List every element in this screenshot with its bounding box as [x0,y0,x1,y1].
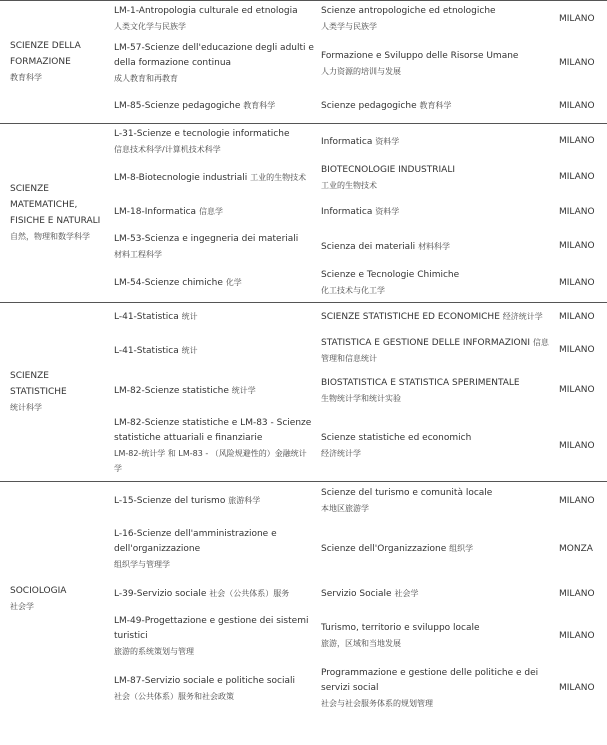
course-name-cell [317,611,558,662]
degree-class-cell [110,1,317,38]
city-cell-text: MILANO [559,588,595,599]
degree-class-cell [110,482,317,521]
city-cell-text: MILANO [559,172,595,182]
course-name-cell-text: Scienze pedagogiche [321,101,417,112]
degree-class-cell-chinese: 人类文化学与民族学 [114,22,186,31]
city-cell-text: MONZA [559,543,593,554]
course-name-cell-chinese: 组织学 [449,544,474,553]
degree-class-cell-text: LM-82-Scienze statistiche e LM-83 - Scienze statistiche attuariali e finanziarie [114,418,312,444]
course-name-cell [317,196,558,229]
faculty-cell [0,1,110,124]
degree-class-cell-chinese: 信息学 [198,207,223,216]
course-name-cell-chinese: 人类学与民族学 [321,22,377,31]
city-cell [558,332,607,370]
city-cell [558,412,607,482]
degree-class-cell-text: L-31-Scienze e tecnologie informatiche [114,128,290,139]
courses-table-body [0,1,607,716]
course-name-cell-text: Programmazione e gestione delle politiche e dei servizi social [321,668,539,693]
faculty-name-chinese: 自然，物理和数学科学 [10,231,90,241]
faculty-cell [0,303,110,482]
course-name-cell [317,1,558,38]
degree-class-cell [110,578,317,611]
city-cell [558,37,607,90]
course-name-cell-text: Informatica [321,136,373,147]
city-cell-text: MILANO [559,345,595,355]
city-cell-text: MILANO [559,440,595,451]
city-cell [558,229,607,265]
degree-class-cell-chinese: 统计 [181,345,198,355]
degree-class-cell-text: L-16-Scienze dell'amministrazione e dell'organizzazione [114,528,277,554]
table-row [0,303,607,332]
degree-class-cell-text: LM-53-Scienza e ingegneria dei materiali [114,233,299,244]
faculty-name: SOCIOLOGIA [10,585,67,596]
course-name-cell [317,370,558,412]
degree-class-cell-text: L-41-Statistica [114,312,179,323]
faculty-name-chinese: 社会学 [10,601,34,611]
course-name-cell-chinese: 资料学 [375,207,400,216]
degree-class-cell [110,611,317,662]
degree-class-cell-text: LM-87-Servizio sociale e politiche sociali [114,675,296,686]
degree-class-cell [110,229,317,265]
course-name-cell [317,662,558,716]
table-row [0,1,607,38]
course-name-cell-text: STATISTICA E GESTIONE DELLE INFORMAZIONI [321,337,531,348]
course-name-cell-chinese: 教育科学 [419,101,452,111]
degree-class-cell-chinese: 社会（公共体系）服务和社会政策 [114,691,234,701]
degree-class-cell-text: LM-18-Informatica [114,207,197,217]
city-cell [558,521,607,578]
course-name-cell-text: Turismo, territorio e sviluppo locale [321,623,480,633]
city-cell [558,662,607,716]
course-name-cell [317,90,558,123]
course-name-cell-chinese: 经济统计学 [321,449,361,459]
course-name-cell-chinese: 工业的生物技术 [321,180,377,190]
degree-class-cell-text: LM-57-Scienze dell'educazione degli adulti e della formazione continua [114,43,314,68]
degree-class-cell-chinese: 材料工程科学 [114,249,162,259]
course-name-cell [317,521,558,578]
city-cell [558,482,607,521]
course-name-cell [317,37,558,90]
course-name-cell-text: Scienze statistiche ed economich [321,433,472,444]
city-cell [558,578,607,611]
degree-class-cell [110,196,317,229]
degree-class-cell-chinese: 信息技术科学/计算机技术科学 [114,144,221,154]
course-name-cell [317,332,558,370]
degree-class-cell [110,37,317,90]
degree-class-cell-chinese: 化学 [225,278,242,288]
course-name-cell-text: Scienze dell'Organizzazione [321,544,447,554]
faculty-cell [0,123,110,303]
course-name-cell-chinese: 经济统计学 [502,312,543,322]
degree-class-cell-text: L-41-Statistica [114,345,179,356]
degree-class-cell [110,662,317,716]
course-name-cell-chinese: 人力资源的培训与发展 [321,66,401,76]
degree-class-cell-text: LM-54-Scienze chimiche [114,278,223,289]
faculty-name-chinese: 教育科学 [10,72,42,82]
degree-class-cell-chinese: 工业的生物技术 [250,172,307,182]
city-cell [558,303,607,332]
table-row [0,123,607,160]
degree-class-cell-text: L-39-Servizio sociale [114,589,207,599]
degree-class-cell [110,370,317,412]
faculty-name-chinese: 统计科学 [10,403,42,412]
course-name-cell-chinese: 本地区旅游学 [321,504,369,514]
degree-class-cell [110,90,317,123]
degree-class-cell-chinese: 教育科学 [243,101,276,111]
degree-class-cell-chinese: 旅游的系统策划与管理 [114,646,194,656]
city-cell [558,123,607,160]
degree-class-cell-chinese: 统计学 [231,385,256,395]
city-cell-text: MILANO [559,683,595,693]
city-cell-text: MILANO [559,277,595,288]
course-name-cell-chinese: 资料学 [375,136,400,146]
city-cell-text: MILANO [559,136,595,146]
city-cell-text: MILANO [559,630,595,641]
course-name-cell-chinese: 社会与社会服务体系的规划管理 [321,699,433,708]
city-cell [558,90,607,123]
city-cell [558,611,607,662]
city-cell-text: MILANO [559,495,595,506]
degree-class-cell [110,265,317,303]
degree-class-cell-text: LM-8-Biotecnologie industriali [114,172,248,183]
course-name-cell-text: Scienze antropologiche ed etnologiche [321,6,496,16]
degree-class-cell-text: LM-85-Scienze pedagogiche [114,101,241,112]
city-cell [558,370,607,412]
faculty-name: SCIENZE STATISTICHE [10,371,67,397]
course-name-cell-chinese: 信息管理和信息统计 [321,337,549,363]
course-name-cell-chinese: 化工技术与化工学 [321,286,385,296]
city-cell [558,265,607,303]
degree-class-cell [110,332,317,370]
degree-class-cell-chinese: 旅游科学 [228,496,261,506]
course-name-cell-chinese: 社会学 [394,589,419,598]
faculty-name: SCIENZE DELLA FORMAZIONE [10,40,81,67]
city-cell-text: MILANO [559,241,595,251]
course-name-cell-chinese: 材料科学 [418,241,451,251]
degree-class-cell-text: LM-49-Progettazione e gestione dei sistemi turistici [114,615,309,641]
course-name-cell [317,229,558,265]
city-cell-text: MILANO [559,58,595,68]
course-name-cell [317,303,558,332]
course-name-cell [317,578,558,611]
degree-class-cell-chinese: 社会（公共体系）服务 [209,589,290,598]
course-name-cell-chinese: 旅游，区域和当地发展 [321,639,401,648]
course-name-cell-text: Informatica [321,207,373,217]
city-cell [558,160,607,196]
course-name-cell-text: SCIENZE STATISTICHE ED ECONOMICHE [321,312,500,323]
course-name-cell-text: Servizio Sociale [321,589,392,599]
city-cell [558,1,607,38]
degree-class-cell-text: L-15-Scienze del turismo [114,496,226,507]
course-name-cell [317,160,558,196]
faculty-cell [0,482,110,716]
degree-class-cell-chinese: LM-82-统计学 和 LM-83 - （风险规避性的）金融统计学 [114,449,307,474]
course-name-cell [317,123,558,160]
degree-class-cell [110,412,317,482]
degree-class-cell-chinese: 组织学与管理学 [114,559,170,569]
city-cell-text: MILANO [559,385,595,395]
city-cell-text: MILANO [559,206,595,217]
course-name-cell [317,265,558,303]
course-name-cell-text: BIOSTATISTICA E STATISTICA SPERIMENTALE [321,377,520,388]
degree-class-cell-text: LM-1-Antropologia culturale ed etnologia [114,6,298,16]
city-cell-text: MILANO [559,13,595,24]
city-cell-text: MILANO [559,100,595,111]
course-name-cell [317,482,558,521]
faculty-name: SCIENZE MATEMATICHE, FISICHE E NATURALI [10,183,101,226]
table-row [0,482,607,521]
course-name-cell-text: Scienze del turismo e comunità locale [321,488,493,499]
degree-class-cell [110,160,317,196]
course-name-cell-text: BIOTECNOLOGIE INDUSTRIALI [321,164,455,175]
degree-class-cell [110,303,317,332]
course-name-cell [317,412,558,482]
degree-class-cell [110,521,317,578]
course-name-cell-chinese: 生物统计学和统计实验 [321,393,401,403]
city-cell [558,196,607,229]
course-name-cell-text: Formazione e Sviluppo delle Risorse Umane [321,50,519,61]
degree-class-cell-chinese: 成人教育和再教育 [114,74,178,83]
degree-class-cell-chinese: 统计 [181,312,198,322]
city-cell-text: MILANO [559,311,595,322]
course-name-cell-text: Scienze e Tecnologie Chimiche [321,270,460,281]
course-name-cell-text: Scienza dei materiali [321,241,416,252]
degree-class-cell [110,123,317,160]
degree-class-cell-text: LM-82-Scienze statistiche [114,385,229,396]
